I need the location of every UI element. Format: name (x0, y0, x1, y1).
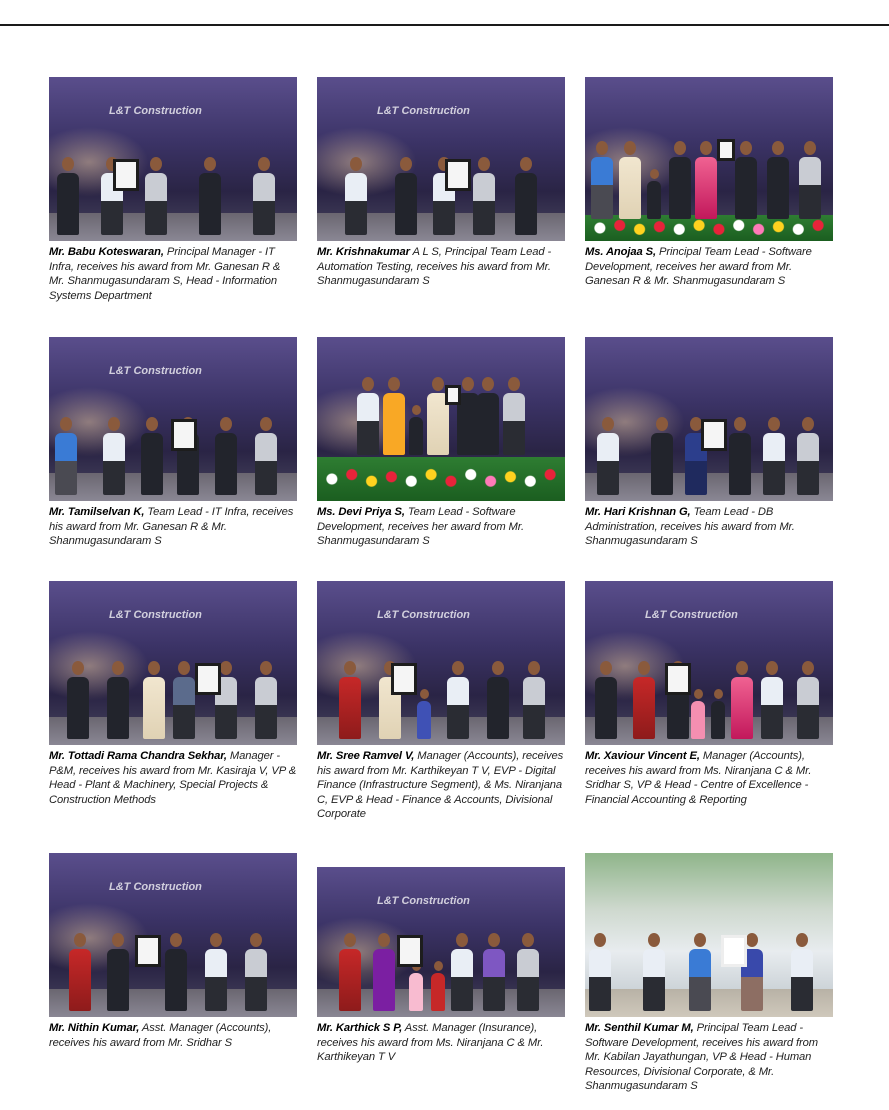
award-card (317, 337, 565, 549)
award-photo (585, 853, 833, 1017)
awardee-name: Mr. Xaviour Vincent E, (585, 750, 700, 762)
award-card (585, 337, 833, 549)
awardee-name: Mr. Krishnakumar (317, 246, 410, 258)
certificate-icon (665, 663, 691, 695)
awardee-name: Ms. Anojaa S, (585, 246, 657, 258)
award-caption (317, 749, 565, 822)
awardee-name: Mr. Senthil Kumar M, (585, 1022, 694, 1034)
certificate-icon (171, 419, 197, 451)
award-photo (49, 581, 297, 745)
award-description: Asst. Manager (Insurance), receives his award from Ms. Niranjana C & Mr. Karthikeyan T V (317, 1022, 544, 1063)
award-card (49, 581, 297, 807)
award-description: Principal Manager - IT Infra, receives his award from Mr. Ganesan R & Mr. Shanmugasundaram S, Head - Information Systems Department (49, 246, 281, 302)
awardee-name: Mr. Tottadi Rama Chandra Sekhar, (49, 750, 227, 762)
awardee-name: Mr. Nithin Kumar, (49, 1022, 140, 1034)
award-card (585, 581, 833, 807)
award-card (317, 867, 565, 1065)
award-card (49, 853, 297, 1050)
award-photo (585, 77, 833, 241)
award-photo (49, 853, 297, 1017)
certificate-icon (717, 139, 735, 161)
award-caption (585, 1021, 833, 1094)
award-caption (585, 245, 833, 289)
certificate-icon (113, 159, 139, 191)
award-photo (317, 867, 565, 1017)
certificate-icon (195, 663, 221, 695)
certificate-icon (135, 935, 161, 967)
award-photo (317, 337, 565, 501)
certificate-icon (391, 663, 417, 695)
backdrop-logo-text: L&T Construction (645, 609, 738, 621)
award-description: Team Lead - DB Administration, receives his award from Mr. Shanmugasundaram S (585, 506, 795, 547)
top-divider (0, 24, 889, 26)
award-card (49, 337, 297, 549)
award-photo (585, 581, 833, 745)
award-photo-grid (49, 77, 834, 1102)
certificate-icon (445, 159, 471, 191)
awardee-name: Ms. Devi Priya S, (317, 506, 405, 518)
awardee-name: Mr. Babu Koteswaran, (49, 246, 164, 258)
backdrop-logo-text: L&T Construction (109, 609, 202, 621)
award-description: Principal Team Lead - Software Development, receives his award from Mr. Kabilan Jayathungan, VP & Head - Human Resources, Divisional Corporate, & Mr. Shanmugasundaram S (585, 1022, 819, 1092)
award-description: Principal Team Lead - Software Development, receives her award from Mr. Ganesan R & Mr. Shanmugasundaram S (585, 246, 812, 287)
award-card (585, 77, 833, 289)
award-photo (49, 77, 297, 241)
award-caption (585, 749, 833, 807)
certificate-icon (445, 385, 461, 405)
certificate-icon (397, 935, 423, 967)
award-photo (585, 337, 833, 501)
award-description: Manager (Accounts), receives his award from Ms. Niranjana C & Mr. Sridhar S, VP & Head - Centre of Excellence - Financial Accounting & Reporting (585, 750, 812, 806)
award-caption (585, 505, 833, 549)
awardee-name: Mr. Tamilselvan K, (49, 506, 145, 518)
backdrop-logo-text: L&T Construction (377, 609, 470, 621)
award-photo (49, 337, 297, 501)
award-photo (317, 77, 565, 241)
award-card (317, 77, 565, 289)
backdrop-logo-text: L&T Construction (109, 881, 202, 893)
backdrop-logo-text: L&T Construction (109, 365, 202, 377)
backdrop-logo-text: L&T Construction (109, 105, 202, 117)
awardee-name: Mr. Hari Krishnan G, (585, 506, 691, 518)
award-caption (49, 245, 297, 303)
award-card (49, 77, 297, 303)
certificate-icon (701, 419, 727, 451)
award-description: Team Lead - IT Infra, receives his award from Mr. Ganesan R & Mr. Shanmugasundaram S (49, 506, 294, 547)
backdrop-logo-text: L&T Construction (377, 105, 470, 117)
award-description: Team Lead - Software Development, receives her award from Mr. Shanmugasundaram S (317, 506, 524, 547)
award-caption (317, 505, 565, 549)
award-photo (317, 581, 565, 745)
award-caption (49, 1021, 297, 1050)
award-caption (317, 245, 565, 289)
award-caption (317, 1021, 565, 1065)
award-caption (49, 505, 297, 549)
award-card (585, 853, 833, 1094)
award-description: Manager (Accounts), receives his award from Mr. Karthikeyan T V, EVP - Digital Finance (Infrastructure Segment), & Ms. Niranjana C, EVP & Head - Finance & Accounts, Divisional Corporate (317, 750, 564, 820)
awardee-name: Mr. Sree Ramvel V, (317, 750, 415, 762)
award-description: Manager - P&M, receives his award from Mr. Kasiraja V, VP & Head - Plant & Machinery, Special Projects & Construction Methods (49, 750, 297, 806)
award-description: A L S, Principal Team Lead - Automation Testing, receives his award from Mr. Shanmugasundaram S (317, 246, 552, 287)
award-caption (49, 749, 297, 807)
award-description: Asst. Manager (Accounts), receives his award from Mr. Sridhar S (49, 1022, 272, 1049)
backdrop-logo-text: L&T Construction (377, 895, 470, 907)
award-card (317, 581, 565, 822)
awardee-name: Mr. Karthick S P, (317, 1022, 403, 1034)
certificate-icon (721, 935, 747, 967)
